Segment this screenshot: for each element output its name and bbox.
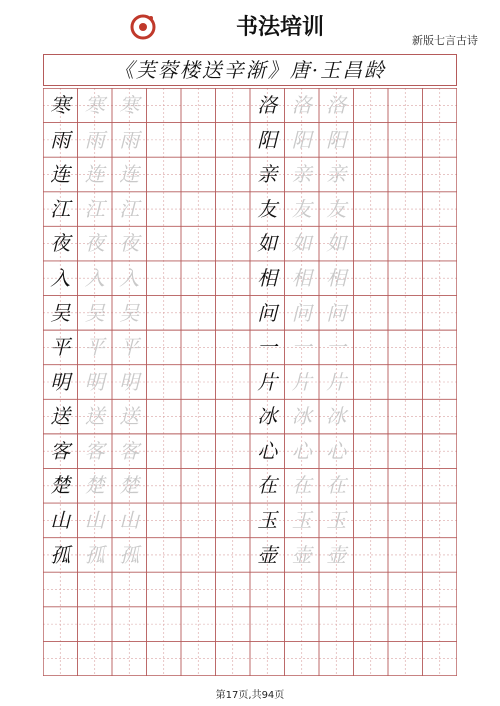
trace-char: 山: [84, 508, 105, 533]
trace-char: 寒: [84, 93, 105, 117]
practice-char: 壶: [257, 542, 278, 567]
trace-char: 连: [119, 162, 140, 187]
trace-char: 相: [291, 265, 312, 290]
trace-char: 一: [326, 335, 347, 360]
trace-char: 在: [291, 473, 312, 498]
practice-char: 明: [50, 369, 71, 394]
trace-char: 山: [119, 508, 140, 533]
trace-char: 明: [119, 369, 140, 394]
trace-char: 亲: [291, 162, 312, 187]
trace-char: 孤: [119, 542, 140, 567]
trace-char: 楚: [119, 473, 140, 498]
trace-char: 阳: [326, 127, 347, 152]
trace-char: 客: [84, 438, 105, 463]
practice-char: 在: [257, 473, 278, 498]
trace-char: 江: [84, 196, 105, 221]
practice-sheet: [43, 54, 457, 678]
practice-char: 寒: [50, 93, 71, 117]
practice-char: 夜: [50, 231, 71, 256]
practice-char: 相: [257, 265, 278, 290]
trace-char: 片: [291, 369, 312, 394]
trace-char: 雨: [84, 127, 105, 152]
practice-char: 心: [257, 438, 278, 463]
trace-char: 心: [291, 438, 312, 463]
practice-grid: [43, 88, 457, 676]
trace-char: 心: [326, 438, 347, 463]
trace-char: 夜: [84, 231, 105, 256]
practice-char: 楚: [50, 473, 71, 498]
red-ring-seal-icon: [130, 14, 156, 40]
trace-char: 连: [84, 162, 105, 187]
page-number: 第17页,共94页: [215, 690, 285, 701]
brand-title: 书法培训: [235, 15, 324, 40]
trace-char: 如: [291, 231, 312, 256]
trace-char: 壶: [326, 542, 347, 567]
trace-char: 雨: [119, 127, 140, 152]
practice-char: 雨: [50, 127, 71, 152]
practice-char: 友: [257, 196, 278, 221]
trace-char: 友: [326, 196, 347, 221]
practice-char: 送: [50, 404, 71, 429]
practice-char: 山: [50, 508, 71, 533]
practice-char: 冰: [257, 404, 278, 429]
trace-char: 洛: [291, 93, 312, 117]
practice-char: 入: [50, 265, 71, 290]
trace-char: 问: [326, 300, 347, 325]
trace-char: 冰: [291, 404, 312, 429]
trace-char: 入: [119, 265, 140, 290]
trace-char: 吴: [119, 300, 140, 325]
trace-char: 送: [84, 404, 105, 429]
poem-title: 《芙蓉楼送辛渐》唐·王昌龄: [113, 58, 387, 82]
trace-char: 阳: [291, 127, 312, 152]
trace-char: 平: [84, 335, 105, 360]
trace-char: 冰: [326, 404, 347, 429]
trace-char: 片: [326, 369, 347, 394]
trace-char: 友: [291, 196, 312, 221]
practice-char: 玉: [257, 508, 278, 533]
practice-char: 江: [50, 196, 71, 221]
trace-char: 吴: [84, 300, 105, 325]
series-label: 新版七言古诗: [412, 34, 478, 47]
trace-char: 问: [291, 300, 312, 325]
practice-char: 一: [257, 335, 278, 360]
trace-char: 客: [119, 438, 140, 463]
trace-char: 孤: [84, 542, 105, 567]
practice-char: 如: [257, 231, 278, 256]
trace-char: 在: [326, 473, 347, 498]
practice-char: 洛: [257, 93, 278, 117]
trace-char: 玉: [291, 508, 312, 533]
trace-char: 楚: [84, 473, 105, 498]
trace-char: 夜: [119, 231, 140, 256]
trace-char: 平: [119, 335, 140, 360]
trace-char: 亲: [326, 162, 347, 187]
trace-char: 明: [84, 369, 105, 394]
practice-char: 片: [257, 369, 278, 394]
page-header: [0, 0, 500, 50]
trace-char: 送: [119, 404, 140, 429]
trace-char: 一: [291, 335, 312, 360]
practice-char: 亲: [257, 162, 278, 187]
practice-char: 平: [50, 335, 71, 360]
trace-char: 玉: [326, 508, 347, 533]
trace-char: 相: [326, 265, 347, 290]
trace-char: 如: [326, 231, 347, 256]
practice-char: 吴: [50, 300, 71, 325]
trace-char: 江: [119, 196, 140, 221]
trace-char: 入: [84, 265, 105, 290]
trace-char: 寒: [119, 93, 140, 117]
practice-char: 客: [50, 438, 71, 463]
practice-char: 阳: [257, 127, 278, 152]
trace-char: 壶: [291, 542, 312, 567]
trace-char: 洛: [326, 93, 347, 117]
practice-char: 孤: [50, 542, 71, 567]
practice-char: 连: [50, 162, 71, 187]
practice-char: 问: [257, 300, 278, 325]
